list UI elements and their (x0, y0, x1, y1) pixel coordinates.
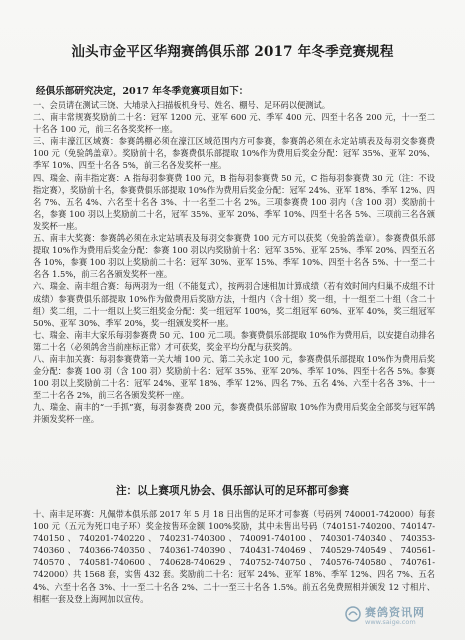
note-heading: 注：以上赛项凡协会、俱乐部认可的足环都可参赛 (115, 485, 350, 497)
rule-9: 九、瑞金、南丰的“一手抓”赛，每羽参赛费 200 元，参赛费俱乐部留取 10%作为费用后奖金全部奖与冠军鸽并颁发奖杯一座。 (33, 402, 435, 425)
rule-6: 六、瑞金、南丰组合赛：每两羽为一组（不能复式），按两羽合速相加计算成绩（若有效时间内归巢不成组不计成绩）参赛费俱乐部提取 10%作为做费用后奖励方法，十组内（含十组）奖一组，十一组至二十组（含二十组）奖二组，二十一组以上奖三组奖金分配：奖一组冠军 100%，奖二组冠军 60%、亚军 40%，奖三组冠军 50%、亚军 30%、季军 20%，奖一组颁发奖杯一座。 (33, 281, 435, 328)
rule-5: 五、南丰大奖赛：参赛鸽必须在永定站填表及每羽交参赛费 100 元方可以获奖（免验鸽盖章）。参赛费俱乐部提取 10%作为费用后奖金分配：参赛 100 羽以内奖励前十名：冠军 35%、亚军 25%、季军 20%、四至五名各 10%，参赛 100 羽以上奖励前二十名：冠军 30%、亚军 15%、季军 10%、四至十名各 5%、十一至二十名各 1.5%，前三名各颁发奖杯一座。 (33, 233, 435, 280)
rule-3: 三、南丰濠江区域赛：参赛鸽棚必须在濠江区域范围内方可参赛，参赛鸽必须在永定站填表及每羽交参赛费 100 元（免验鸽盖章）。奖励前十名，参赛费俱乐部提取 10%作为费用后奖金分配：冠军 35%、亚军 20%、季军 10%、四至十名各 5%，前三名各发奖杯一座。 (33, 136, 435, 171)
rule-10: 十、南丰足环赛：凡佩带本俱乐部 2017 年 5 月 18 日出售的足环才可参赛（号码列 740001-742000）每套 100 元（五元为死口电子环）奖金按售环金额 100%奖励，其中未售出号码（740151-740200、740147-740150、740201-740220、740231-740300、740091-740100、740301-740340、740353-740360、740366-740350、740361-740390、740431-740469、740529-740549、740561-740570、740581-740600、740628-740629、740752-740750、740576-740580、740761-742000）共 1568 套，实售 432 套。奖励前二十名：冠军 24%、亚军 18%、季军 12%、四名 7%、五名 4%、六至十名各 3%、十一至二十名各 2%、二十一至三十名各 1.5%。前五名免费照相并颁发 12 寸相片、相框一套及登上海网加以宣传。 (33, 509, 435, 604)
intro-line: 经俱乐部研究决定，2017 年冬季竞赛项目如下： (36, 86, 249, 97)
site-watermark (345, 604, 455, 630)
rule-2: 二、南丰常规赛奖励前二十名：冠军 1200 元、亚军 600 元、季军 400 元、四至十名各 200 元，十一至二十名各 100 元，前三名各奖奖杯一座。 (33, 112, 435, 135)
watermark-text: 赛鸽资讯网 (365, 606, 425, 619)
rule-8: 八、南丰加关赛：每羽参赛费第一关大埔 100 元、第二关永定 100 元，参赛费俱乐部提取 10%作为费用后奖金分配：参赛 100 羽（含 100 羽）奖励前十名：冠军 35%、亚军 20%、季军 10%、四至十名各 5%。参赛 100 羽以上奖励前二十名：冠军 24%、亚军 18%、季军 12%、四名 7%、五名 4%、六至十名各 3%、十一至二十名各 2%，前三名各颁发奖杯一座。 (33, 353, 435, 401)
rule-1: 一、会员请在测试三饶、大埔录入扫描板机身号、姓名、棚号、足环码以便测试。 (33, 100, 330, 110)
rule-4: 四、瑞金、南丰指定赛：A 指每羽参赛费 100 元，B 指每羽参赛费 50 元，C 指每羽参赛费 30 元（注：不设指定赛），奖励前十名，参赛费俱乐部提取 10%作为费用后奖金分配：冠军 24%、亚军 18%、季军 12%、四名 7%、五名 4%、六名至十名各 3%、十一名至二十名 2%。三项参赛费 100 羽内（含 100 羽）奖励前十名，参赛 100 羽以上奖励前二十名，冠军 35%、亚军 20%、季军 10%、四至十名各 5%、三项前三名各颁发奖杯一座。 (33, 172, 435, 231)
rules-body (33, 99, 435, 426)
watermark-url: www.saige.com (365, 618, 416, 626)
rule-7: 七、瑞金、南丰大家乐每羽参赛费 50 元、100 元二项。参赛费俱乐部提取 10%作为费用后，以安捷自动排名第二十名（必须鸽舍当前座标正常）才可获奖，奖金平均分配与获奖鸽。 (33, 329, 435, 352)
watermark-logo-icon (345, 606, 361, 622)
document-title: 汕头市金平区华翔赛鸽俱乐部 2017 年冬季竞赛规程 (71, 44, 394, 60)
